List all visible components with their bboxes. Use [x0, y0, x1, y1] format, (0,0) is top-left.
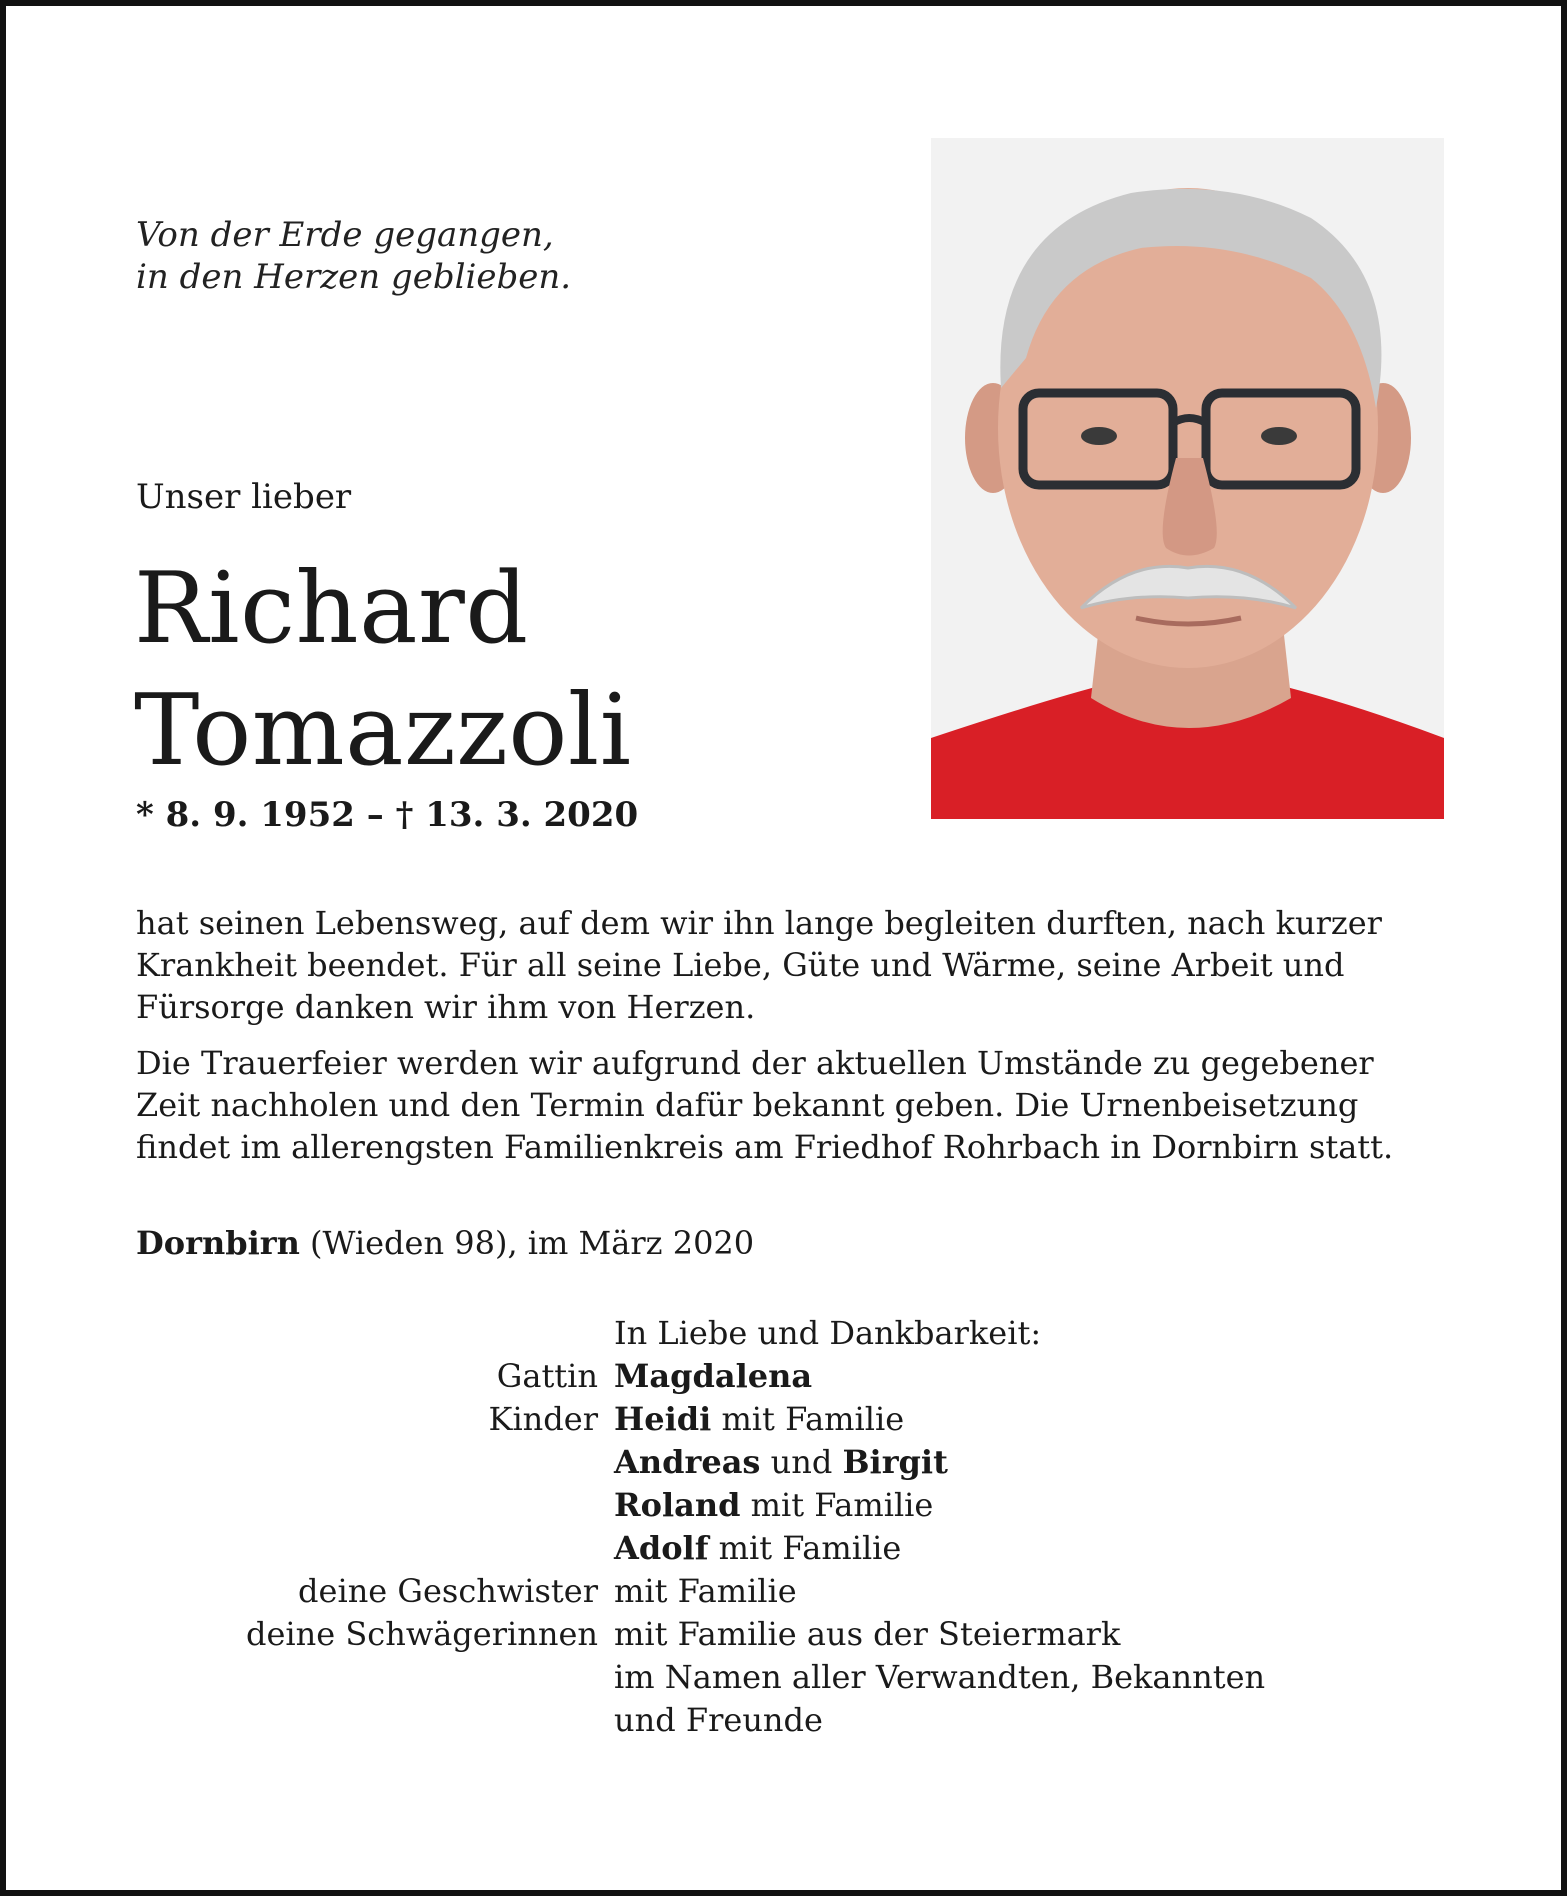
last-name: Tomazzoli: [134, 674, 632, 788]
motto-line-1: Von der Erde gegangen,: [136, 215, 554, 255]
relation-label: deine Schwägerinnen: [245, 1615, 598, 1653]
motto: [136, 214, 571, 298]
closing-line-2: und Freunde: [614, 1701, 823, 1739]
life-dates: * 8. 9. 1952 – † 13. 3. 2020: [136, 795, 639, 835]
mourner-suffix: mit Familie: [740, 1486, 934, 1524]
relation-label: [136, 1441, 614, 1484]
mourner-name: Andreas: [614, 1443, 761, 1481]
list-item: [136, 1355, 1446, 1398]
portrait-photo: [931, 138, 1444, 819]
mourners-list: [136, 1312, 1446, 1742]
mourner-name-2: Birgit: [842, 1443, 948, 1481]
relation-label: [136, 1484, 614, 1527]
list-item: [136, 1398, 1446, 1441]
paragraph-1: hat seinen Lebensweg, auf dem wir ihn lange begleiten durften, nach kurzer Krankheit beendet. Für all seine Liebe, Güte und Wärme, seine Arbeit und Fürsorge danken wir ihm von Herzen.: [136, 904, 1382, 1026]
first-name: Richard: [134, 552, 529, 666]
place-rest: (Wieden 98), im März 2020: [299, 1224, 755, 1262]
closing-line-1: im Namen aller Verwandten, Bekannten: [614, 1658, 1266, 1696]
mourner-suffix: mit Familie: [614, 1572, 797, 1610]
portrait-illustration: [931, 138, 1444, 819]
closing-row-2: [136, 1699, 1446, 1742]
list-item: [136, 1527, 1446, 1570]
intro-text: Unser lieber: [136, 477, 352, 517]
relation-label: Kinder: [488, 1400, 598, 1438]
mourner-name: Heidi: [614, 1400, 712, 1438]
deceased-name: [134, 548, 632, 792]
relation-label: [136, 1527, 614, 1570]
place-city: Dornbirn: [136, 1224, 300, 1262]
list-item: [136, 1484, 1446, 1527]
announcement-text: [136, 902, 1446, 1182]
paragraph-2: Die Trauerfeier werden wir aufgrund der aktuellen Umstände zu gegebener Zeit nachholen und den Termin dafür bekannt geben. Die Urnenbeisetzung findet im allerengsten Familienkreis am Friedhof Rohrbach in Dornbirn statt.: [136, 1044, 1394, 1166]
mourner-name: Magdalena: [614, 1357, 813, 1395]
mourner-suffix: mit Familie: [711, 1400, 905, 1438]
list-item: [136, 1613, 1446, 1656]
mourner-suffix: mit Familie aus der Steiermark: [614, 1615, 1121, 1653]
motto-line-2: in den Herzen geblieben.: [136, 257, 572, 297]
list-item: [136, 1441, 1446, 1484]
mourner-suffix: mit Familie: [708, 1529, 902, 1567]
closing-row-1: [136, 1656, 1446, 1699]
list-item: [136, 1570, 1446, 1613]
relation-label: deine Geschwister: [298, 1572, 598, 1610]
place-and-date: [136, 1222, 754, 1264]
mourner-joiner: und: [760, 1443, 843, 1481]
mourner-name: Roland: [614, 1486, 741, 1524]
mourners-heading-row: [136, 1312, 1446, 1355]
relation-label: Gattin: [496, 1357, 598, 1395]
mourner-name: Adolf: [614, 1529, 709, 1567]
mourners-heading: In Liebe und Dankbarkeit:: [614, 1314, 1042, 1352]
